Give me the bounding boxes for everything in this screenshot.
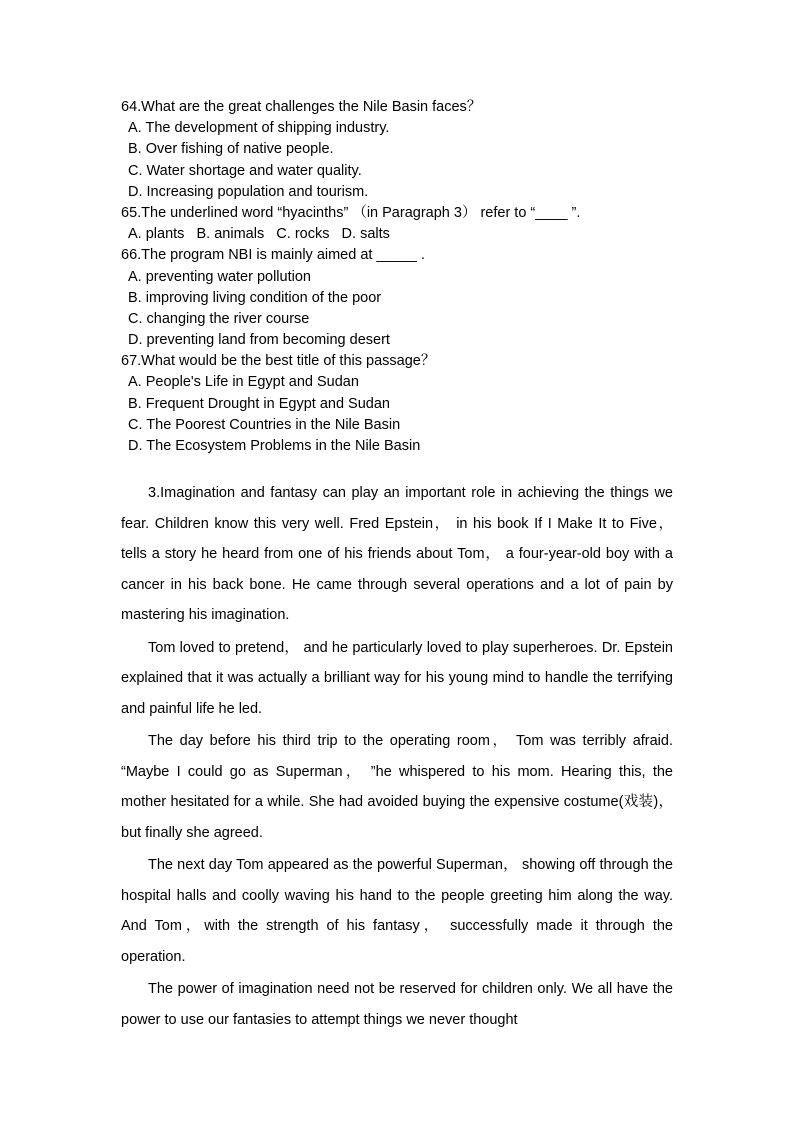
question-stem: 64.What are the great challenges the Nile Basin faces？ xyxy=(121,99,482,115)
passage-paragraph: The day before his third trip to the operating room， Tom was terribly afraid. “Maybe I could go as Superman， ”he whispered to his mom. Hearing this, the mother hesitated for a while. She had avoided buying the expensive costume(戏装)，but finally she agreed. xyxy=(121,733,673,841)
answer-option: B. improving living condition of the poor xyxy=(128,289,382,306)
answer-option: A. People's Life in Egypt and Sudan xyxy=(128,374,359,391)
passage-paragraph: The power of imagination need not be reserved for children only. We all have the power to use our fantasies to attempt things we never thought xyxy=(121,981,673,1028)
answer-option: D. preventing land from becoming desert xyxy=(128,332,390,349)
answer-option: B. Over fishing of native people. xyxy=(128,141,334,158)
answer-option: A. preventing water pollution xyxy=(128,268,311,285)
question-stem: 65.The underlined word “hyacinths” （in Paragraph 3） refer to “____ ”. xyxy=(121,204,581,221)
answer-option: C. Water shortage and water quality. xyxy=(128,162,362,179)
answer-option: D. The Ecosystem Problems in the Nile Basin xyxy=(128,438,421,454)
passage-paragraph: Tom loved to pretend， and he particularly loved to play superheroes. Dr. Epstein explained that it was actually a brilliant way for his young mind to handle the terrifying and painful life he led. xyxy=(121,639,673,717)
reading-passage xyxy=(121,478,673,1037)
answer-option: C. changing the river course xyxy=(128,310,310,327)
passage-paragraph: The next day Tom appeared as the powerful Superman， showing off through the hospital halls and coolly waving his hand to the people greeting him along the way. And Tom，with the strength of his fantasy， successfully made it through the operation. xyxy=(121,857,673,965)
answer-option: C. The Poorest Countries in the Nile Basin xyxy=(128,416,401,433)
answer-option: A. plants B. animals C. rocks D. salts xyxy=(128,226,390,243)
passage-paragraph: 3.Imagination and fantasy can play an important role in achieving the things we fear. Children know this very well. Fred Epstein， in his book If I Make It to Five， tells a story he heard from one of his friends about Tom， a four-year-old boy with a cancer in his back bone. He came through several operations and a lot of pain by mastering his imagination. xyxy=(121,485,673,623)
question-stem: 66.The program NBI is mainly aimed at _____ . xyxy=(121,247,425,264)
question-stem: 67.What would be the best title of this passage？ xyxy=(121,353,436,370)
answer-option: A. The development of shipping industry. xyxy=(128,120,390,137)
question-list xyxy=(121,97,681,457)
answer-option: B. Frequent Drought in Egypt and Sudan xyxy=(128,395,390,412)
answer-option: D. Increasing population and tourism. xyxy=(128,183,369,200)
